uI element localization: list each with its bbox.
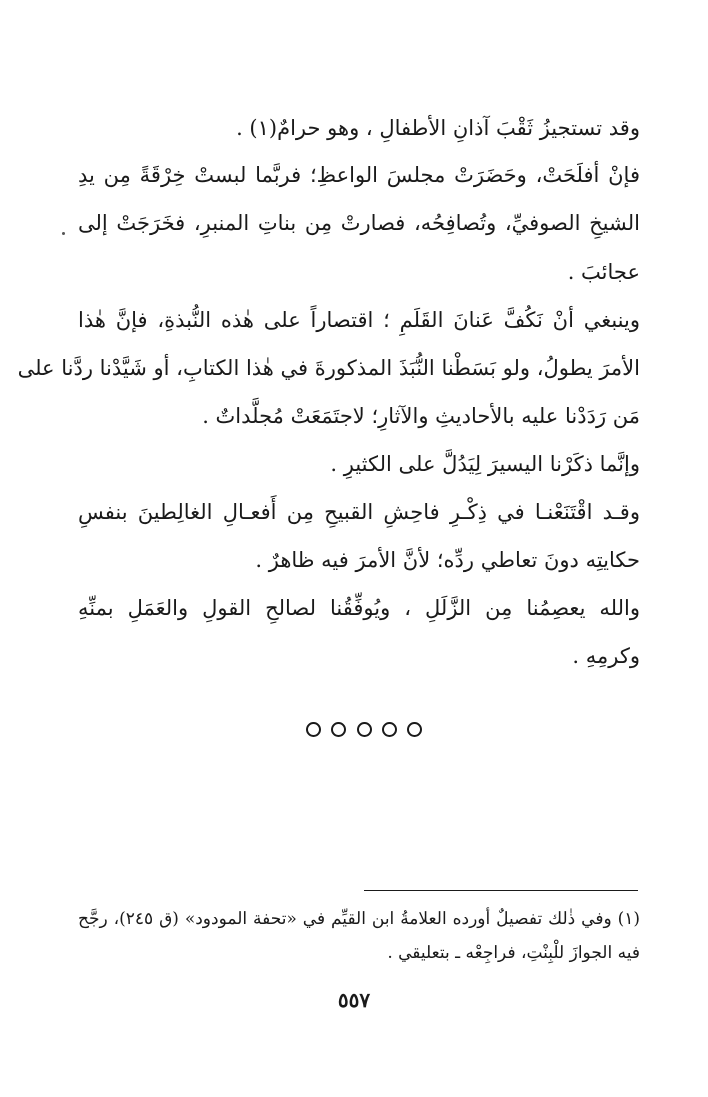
footnote-line-2: فيه الجوازَ للْبِنْتِ، فراجِعْه ـ بتعليقي . (387, 943, 640, 963)
page-number: ٥٥٧ (337, 988, 371, 1012)
ornament-circle (306, 722, 321, 737)
ornament-circle (382, 722, 397, 737)
ornament-circle (357, 722, 372, 737)
section-end-ornament (306, 718, 422, 740)
text-line-4: عجائبَ . (567, 260, 640, 284)
text-line-8: وإنَّما ذكَرْنا اليسيرَ لِيَدُلَّ على الكثيرِ . (330, 452, 640, 476)
text-line-12: وكرمِهِ . (572, 644, 640, 668)
ornament-circle (407, 722, 422, 737)
text-line-11: والله يعصِمُنا مِن الزَّلَلِ ، ويُوفِّقُنا لصالحِ القولِ والعَمَلِ بمنِّهِ (78, 596, 640, 620)
text-line-10: حكايتِه دونَ تعاطي ردِّه؛ لأنَّ الأمرَ فيه ظاهرٌ . (255, 548, 640, 572)
footnote-divider (364, 890, 638, 891)
text-line-5: وينبغي أنْ نَكُفَّ عَنانَ القَلَمِ ؛ اقتصاراً على هٰذه النُّبذةِ، فإنَّ هٰذا (78, 308, 640, 332)
text-line-7: مَن رَدَدْنا عليه بالأحاديثِ والآثارِ؛ لاجتَمَعَتْ مُجلَّداتٌ . (202, 404, 640, 428)
text-line-3: الشيخِ الصوفيِّ، وتُصافِحُه، فصارتْ مِن بناتِ المنبرِ، فخَرَجَتْ إلى (78, 211, 640, 235)
scan-speck (62, 232, 65, 235)
ornament-circle (331, 722, 346, 737)
text-line-6: الأمرَ يطولُ، ولو بَسَطْنا النُّبَذَ المذكورةَ في هٰذا الكتابِ، أو شَيَّدْنا ردَّنا على (17, 356, 640, 380)
text-line-9: وقـد اقْتَنَعْنـا في ذِكْـرِ فاحِشِ القبيحِ مِن أَفعـالِ الغالِطينَ بنفسِ (78, 500, 640, 524)
footnote-line-1: (١) وفي ذٰلك تفصيلٌ أورده العلامةُ ابن القيِّم في «تحفة المودود» (ق ٢٤٥)، رجَّح (78, 909, 640, 929)
text-line-1: وقد تستجيزُ ثَقْبَ آذانِ الأطفالِ ، وهو حرامٌ(١) . (236, 116, 640, 140)
text-line-2: فإنْ أفلَحَتْ، وحَضَرَتْ مجلسَ الواعظِ؛ فربَّما لبستْ خِرْقَةً مِن يدِ (78, 163, 640, 187)
